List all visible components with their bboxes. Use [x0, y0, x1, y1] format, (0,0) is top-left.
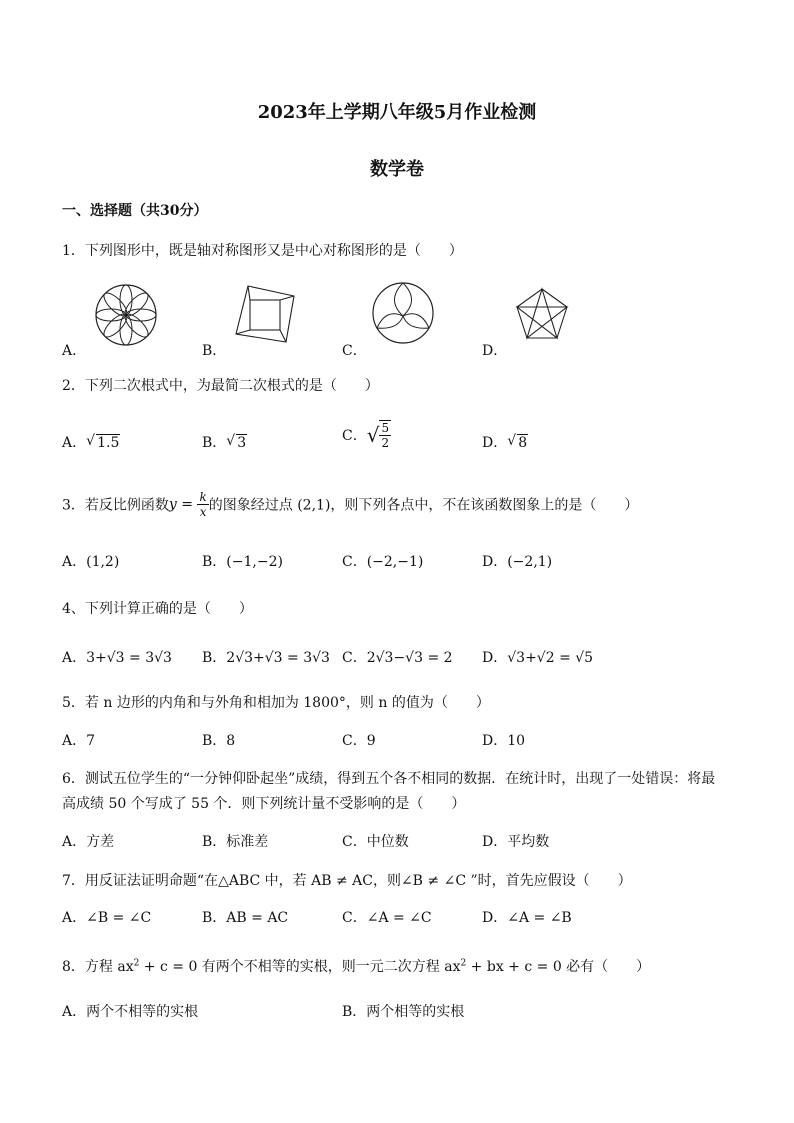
question-6-line-1: 6．测试五位学生的“一分钟仰卧起坐”成绩，得到五个各不相同的数据．在统计时，出现了一处错误：将最 [62, 771, 716, 787]
q7-option-b: B．AB = AC [202, 910, 289, 926]
q5-option-d: D．10 [482, 733, 526, 749]
q4-option-a: A．3+√3 = 3√3 [62, 650, 172, 666]
q4-option-d: D．√3+√2 = √5 [482, 650, 594, 666]
page-title: 2023年上学期八年级5月作业检测 [257, 102, 537, 123]
question-5: 5．若 n 边形的内角和与外角和相加为 1800°，则 n 的值为（ ） [62, 695, 490, 711]
q4-option-b: B．2√3+√3 = 3√3 [202, 650, 330, 666]
q7-option-d: D．∠A = ∠B [482, 910, 572, 926]
star-pentagon-icon [514, 286, 570, 342]
question-2: 2．下列二次根式中，为最简二次根式的是（ ） [62, 378, 379, 394]
q3-option-c: C．(−2,−1) [342, 554, 424, 570]
question-3: 3．若反比例函数y = $\frac{k}{x}$ 的图象经过点 (2,1)，则下列各点中，不在该函数图象上的是（ ） [62, 490, 639, 519]
q1-option-b: B． [202, 343, 227, 359]
page-subtitle: 数学卷 [370, 159, 424, 180]
q5-option-a: A．7 [62, 733, 96, 749]
question-4: 4、下列计算正确的是（ ） [62, 601, 253, 617]
three-petal-circle-icon [370, 280, 436, 346]
q1-option-c: C． [342, 343, 367, 359]
q2-option-c: C．√ $\frac{5}{2}$ [342, 421, 390, 450]
q8-option-b: B．两个相等的实根 [342, 1004, 465, 1020]
q6-option-b: B．标准差 [202, 834, 269, 850]
q1-option-a: A． [62, 343, 87, 359]
question-8: 8．方程 $ax^2 + c = 0$ 有两个不相等的实根，则一元二次方程 $ax^2$ + bx + c = 0 必有（ ） [62, 958, 651, 975]
q6-option-c: C．中位数 [342, 834, 409, 850]
q6-option-d: D．平均数 [482, 834, 550, 850]
q3-option-d: D．(−2,1) [482, 554, 553, 570]
q3-option-b: B．(−1,−2) [202, 554, 283, 570]
question-6-line-2: 高成绩 50 个写成了 55 个．则下列统计量不受影响的是（ ） [62, 796, 466, 812]
q2-option-a: A．√ 1.5 [62, 432, 120, 452]
q2-option-d: D．√ 8 [482, 432, 528, 452]
q4-option-c: C．2√3−√3 = 2 [342, 650, 453, 666]
q7-option-c: C．∠A = ∠C [342, 910, 432, 926]
rotated-square-icon [232, 282, 300, 348]
question-7: 7．用反证法证明命题“在△ABC 中，若 AB ≠ AC，则∠B ≠ ∠C ”时，首先应假设（ ） [62, 873, 632, 889]
q8-option-a: A．两个不相等的实根 [62, 1004, 199, 1020]
flower-circle-icon [93, 282, 159, 348]
q6-option-a: A．方差 [62, 834, 115, 850]
q1-option-d: D． [482, 343, 508, 359]
q5-option-b: B．8 [202, 733, 236, 749]
q5-option-c: C．9 [342, 733, 376, 749]
section-heading: 一、选择题（共30分） [62, 203, 208, 219]
q2-option-b: B．√ 3 [202, 432, 247, 452]
question-1: 1．下列图形中，既是轴对称图形又是中心对称图形的是（ ） [62, 243, 463, 259]
q3-option-a: A．(1,2) [62, 554, 120, 570]
q7-option-a: A．∠B = ∠C [62, 910, 152, 926]
